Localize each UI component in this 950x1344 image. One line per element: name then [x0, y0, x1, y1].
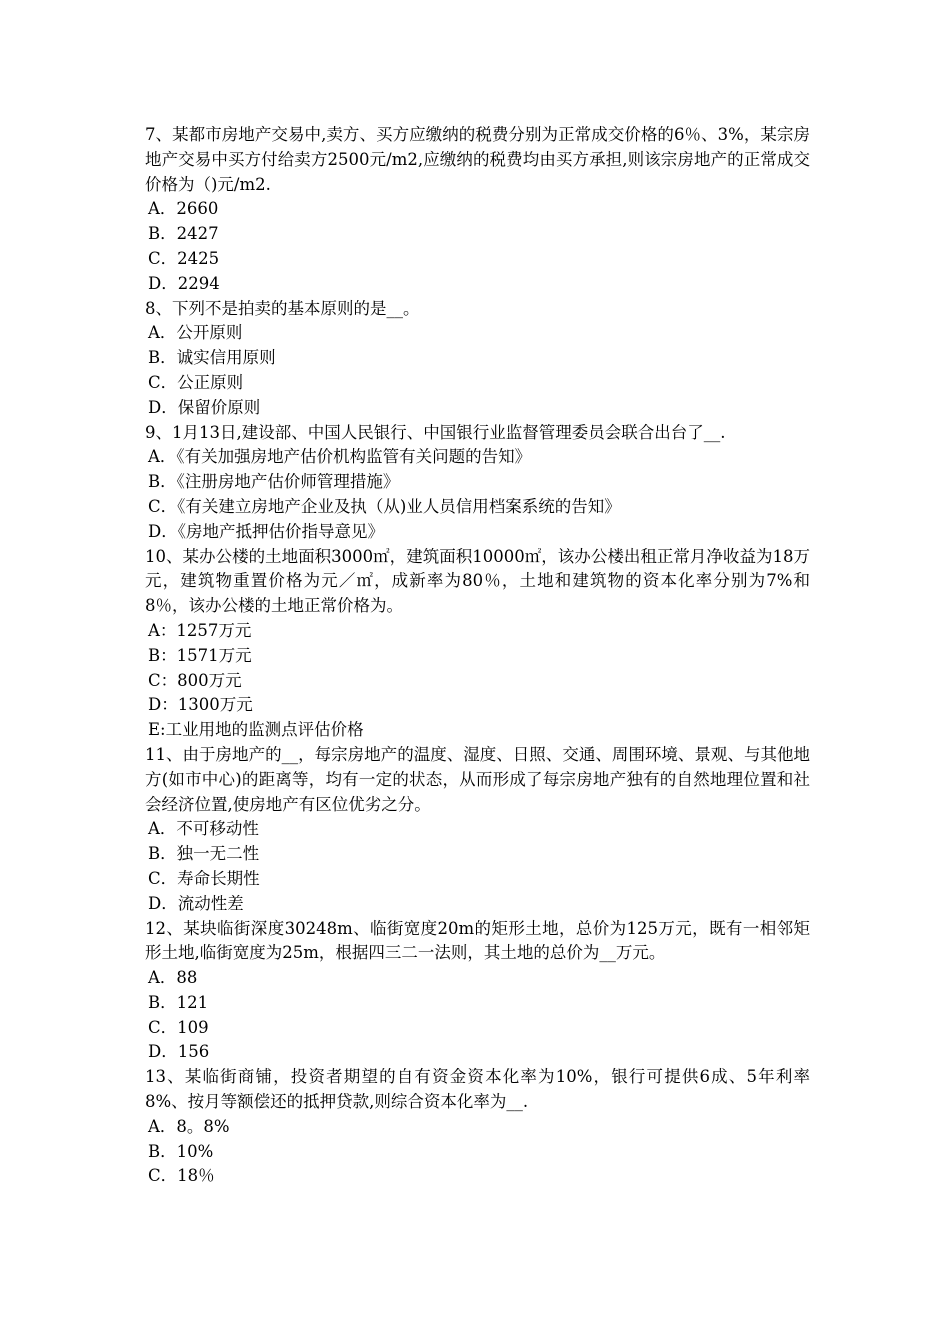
answer-option: D．2294 [148, 273, 220, 293]
answer-option: D．《房地产抵押估价指导意见》 [148, 521, 384, 541]
answer-option: B．独一无二性 [148, 844, 260, 864]
answer-option: B．121 [148, 992, 209, 1012]
answer-option: C．18％ [148, 1166, 215, 1186]
answer-option: B．2427 [148, 224, 219, 244]
question-text: 7、某都市房地产交易中,卖方、买方应缴纳的税费分别为正常成交价格的6％、3%，某宗房地产交易中买方付给卖方2500元/m2,应缴纳的税费均由买方承担,则该宗房地产的正常成交价格为（)元/m2. [145, 125, 810, 194]
answer-option: C．109 [148, 1017, 209, 1037]
answer-option: A．8。8% [148, 1116, 230, 1136]
answer-option: C．公正原则 [148, 372, 244, 392]
answer-option: C．2425 [148, 248, 220, 268]
question-text: 9、1月13日,建设部、中国人民银行、中国银行业监督管理委员会联合出台了__. [145, 422, 726, 442]
answer-option: C：800万元 [148, 670, 242, 690]
answer-option: B．《注册房地产估价师管理措施》 [148, 472, 400, 492]
question-text: 13、某临街商铺，投资者期望的自有资金资本化率为10%，银行可提供6成、5年利率8%、按月等额偿还的抵押贷款,则综合资本化率为__. [145, 1067, 810, 1112]
answer-option: A．公开原则 [148, 323, 243, 343]
question-text: 8、下列不是拍卖的基本原则的是__。 [145, 298, 420, 318]
answer-option: D．156 [148, 1042, 210, 1062]
answer-option: A．《有关加强房地产估价机构监管有关问题的告知》 [148, 447, 532, 467]
answer-option: B．10% [148, 1141, 214, 1161]
answer-option: A．不可移动性 [148, 819, 259, 839]
question-list [145, 123, 810, 1189]
answer-option: A：1257万元 [148, 620, 252, 640]
question-text: 12、某块临街深度30248m、临街宽度20m的矩形土地，总价为125万元，既有一相邻矩形土地,临街宽度为25m，根据四三二一法则，其土地的总价为__万元。 [145, 918, 810, 963]
answer-option: A．2660 [148, 199, 219, 219]
answer-option: C．寿命长期性 [148, 868, 260, 888]
question-text: 10、某办公楼的土地面积3000㎡，建筑面积10000㎡，该办公楼出租正常月净收益为18万元，建筑物重置价格为元／㎡，成新率为80％，土地和建筑物的资本化率分别为7%和8％，该办公楼的土地正常价格为。 [145, 546, 810, 616]
answer-option: C．《有关建立房地产企业及执（从)业人员信用档案系统的告知》 [148, 496, 621, 516]
answer-option: E:工业用地的监测点评估价格 [148, 720, 364, 740]
answer-option: B：1571万元 [148, 645, 252, 665]
answer-option: B．诚实信用原则 [148, 348, 276, 368]
answer-option: D．保留价原则 [148, 397, 261, 417]
answer-option: A．88 [148, 968, 198, 988]
answer-option: D．流动性差 [148, 893, 244, 913]
question-text: 11、由于房地产的__，每宗房地产的温度、湿度、日照、交通、周围环境、景观、与其他地方(如市中心)的距离等，均有一定的状态，从而形成了每宗房地产独有的自然地理位置和社会经济位置,使房地产有区位优劣之分。 [145, 744, 810, 814]
answer-option: D：1300万元 [148, 695, 253, 715]
